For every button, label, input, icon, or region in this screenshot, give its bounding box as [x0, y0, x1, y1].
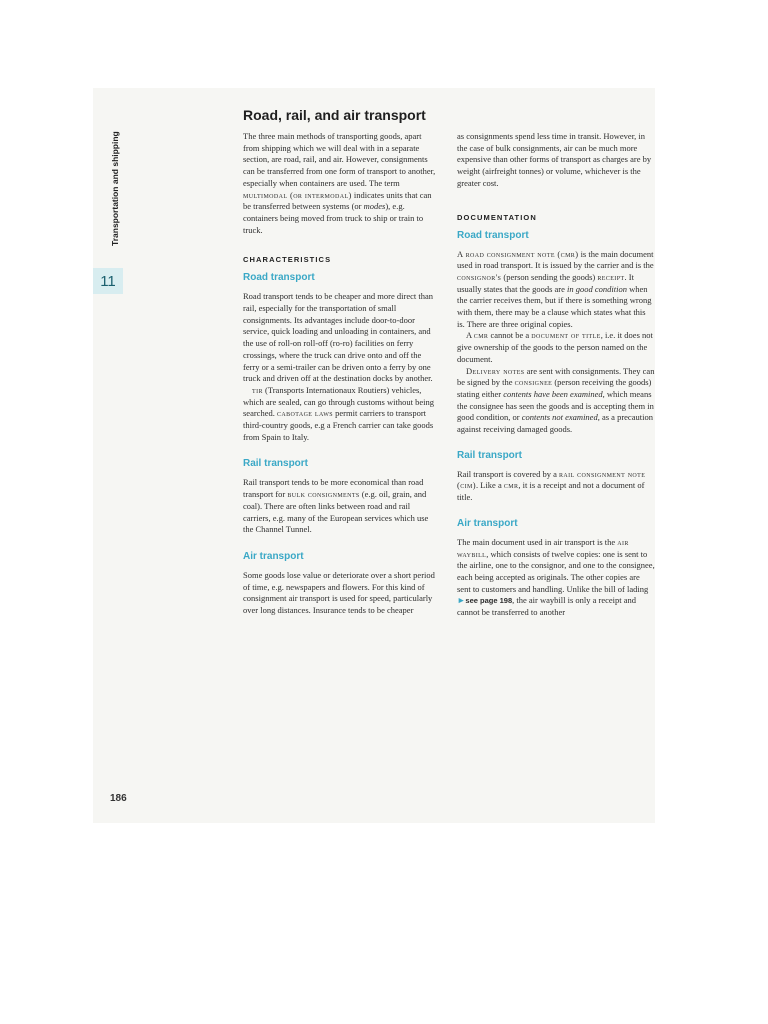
left-column: [243, 131, 439, 617]
right-column: [457, 131, 655, 619]
section-heading-characteristics: CHARACTERISTICS: [243, 255, 332, 265]
subheading-rail-transport: Rail transport: [243, 458, 309, 470]
doc-subheading-air-transport: Air transport: [457, 517, 518, 529]
subheading-road-transport: Road transport: [243, 272, 315, 284]
chapter-number-tab: 11: [93, 268, 123, 294]
term-cabotage: cabotage laws: [276, 408, 334, 419]
running-section-label: Transportation and shipping: [110, 131, 120, 246]
road-paragraph-2: tir (Transports Internationaux Routiers) vehicles, which are sealed, can go through customs without being searched. cabotage laws permit carriers to transport third-country goods, e.g a French carrier can take goods from Spain to Italy.: [243, 384, 434, 442]
page-number: 186: [110, 793, 127, 804]
term-multimodal: multimodal (or intermodal): [243, 189, 352, 200]
rail-paragraph: Rail transport tends to be more economical than road transport for bulk consignments (e.g. oil, grain, and coal). There are often links between road and rail carriers, e.g. many of the European services which use the Channel Tunnel.: [243, 477, 429, 535]
doc-road-paragraph-1: A road consignment note (cmr) is the main document used in road transport. It is issued by the carrier and is the consignor's (person sending the goods) receipt. It usually states that the goods are in good condition when the carrier receives them, but if there is something wrong with them, there may be a clause which states what this is. There are three original copies.: [457, 248, 654, 329]
doc-road-paragraph-2: A cmr cannot be a document of title, i.e. it does not give ownership of the goods to the person named on the document.: [457, 330, 653, 364]
doc-rail-paragraph: Rail transport is covered by a rail consignment note (cim). Like a cmr, it is a receipt and not a document of title.: [457, 468, 646, 503]
page-title: Road, rail, and air transport: [243, 107, 426, 123]
doc-air-paragraph: The main document used in air transport is the air waybill, which consists of twelve copies: one is sent to the airline, one to the consignor, and one to the consignee, each being accepted as originals. The other copies are sent to customers and handling. Unlike the bill of lading ►see page 198, the air waybill is only a receipt and cannot be transferred to another: [457, 536, 655, 618]
doc-subheading-rail-transport: Rail transport: [457, 449, 523, 461]
subheading-air-transport: Air transport: [243, 550, 304, 562]
cross-reference-arrow-icon: ►: [457, 595, 466, 606]
intro-paragraph: The three main methods of transporting goods, apart from shipping which we will deal with in a separate section, are road, rail, and air. However, consignments can be transferred from one form of transport to another, especially when containers are used. The term multimodal (or intermodal) indicates units that can be transferred between systems (or modes), e.g. containers being moved from truck to ship or train to truck.: [243, 131, 436, 235]
doc-subheading-road-transport: Road transport: [457, 229, 529, 241]
road-paragraph-1: Road transport tends to be cheaper and more direct than rail, especially for the transportation of small consignments. Its advantages include door-to-door service, quick loading and unloading in containers, and the use of roll-on roll-off (ro-ro) facilities on ferry crossings, where the truck can drive onto and off the ferry or a semi-trailer can be driven onto a ferry by one truck and driven off at the destination docks by another.: [243, 291, 434, 384]
section-heading-documentation: DOCUMENTATION: [457, 212, 537, 222]
cross-reference-link[interactable]: see page 198: [465, 596, 513, 606]
air-paragraph-2: as consignments spend less time in transit. However, in the case of bulk consignments, air can be much more expensive than other forms of transport as charges are by weight (airfreight tonnes) or volume, whichever is the greater cost.: [457, 131, 652, 188]
term-bulk-consignments: bulk consignments: [287, 489, 360, 500]
air-paragraph-1: Some goods lose value or deteriorate over a short period of time, e.g. newspapers and flowers. For this kind of consignment air transport is used for speed, particularly over long distances. Insurance tends to be cheaper: [243, 569, 435, 616]
doc-road-paragraph-3: Delivery notes are sent with consignments. They can be signed by the consignee (person receiving the goods) stating either contents have been examined, which means the consignee has seen the goods and is accepting them in good condition, or contents not examined, as a precaution against receiving damaged goods.: [457, 365, 655, 435]
